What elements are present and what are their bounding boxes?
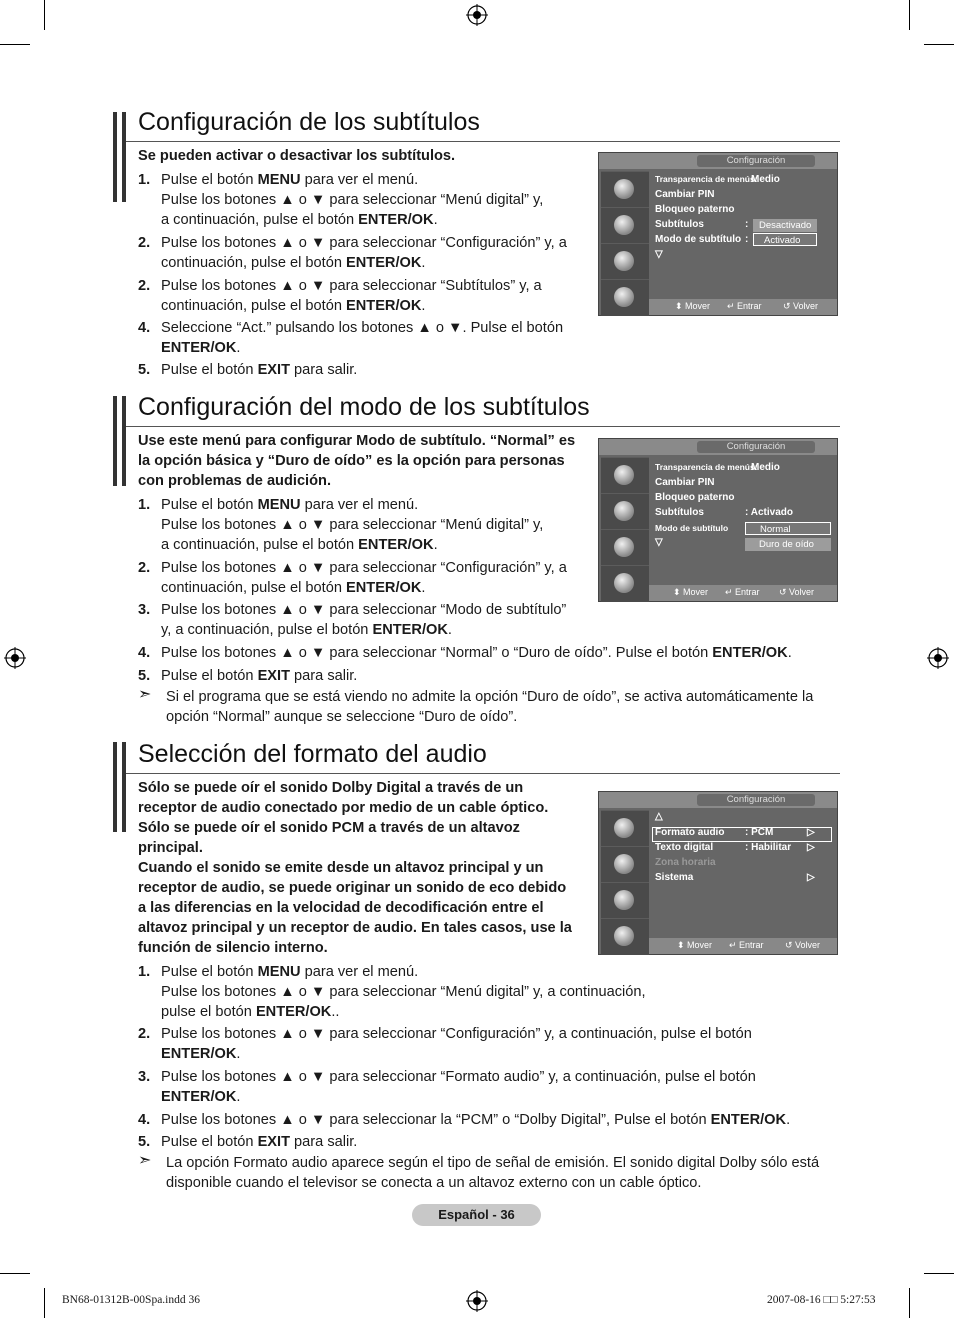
osd-header-title: Configuración	[697, 155, 815, 167]
step-text: Pulse los botones ▲ o ▼ para seleccionar “Subtítulos” y, a continuación, pulse el botón ENTER/OK.	[161, 278, 542, 314]
osd-item-subtitles: Subtítulos	[655, 219, 704, 230]
section-bar	[113, 112, 117, 202]
step-number: 4.	[138, 320, 151, 336]
osd-footer-return: ↺ Volver	[783, 301, 819, 311]
setup-gear-icon	[601, 882, 649, 919]
input-icon	[601, 918, 649, 955]
osd-footer-enter: ↵ Entrar	[725, 587, 760, 597]
step-text: Pulse los botones ▲ o ▼ para seleccionar “Configuración” y, a continuación, pulse el botón ENTER/OK.	[161, 235, 567, 271]
note-arrow-icon: ➣	[138, 686, 152, 703]
osd-item-audio-format: Formato audio	[655, 827, 725, 838]
intro-line: receptor de audio conectado por medio de un cable óptico.	[138, 800, 549, 816]
step-number: 5.	[138, 362, 151, 378]
section-title: Selección del formato del audio	[138, 740, 487, 768]
section-bar	[122, 112, 126, 202]
osd-header	[599, 792, 837, 808]
osd-option-off: Desactivado	[753, 219, 817, 232]
osd-option-hard-of-hearing: Duro de oído	[745, 538, 831, 551]
intro-line: Se pueden activar o desactivar los subtítulos.	[138, 148, 456, 164]
step-text: Pulse los botones ▲ o ▼ para seleccionar “Configuración” y, a continuación, pulse el botón ENTER/OK.	[161, 1026, 752, 1062]
picture-icon	[601, 171, 649, 208]
osd-footer-enter: ↵ Entrar	[727, 301, 762, 311]
osd-footer	[649, 585, 837, 601]
page-number-badge: Español - 36	[412, 1204, 541, 1226]
section-intro	[138, 431, 575, 491]
intro-line: Cuando el sonido se emite desde un altavoz principal y un	[138, 860, 544, 876]
crop-mark	[0, 1273, 30, 1274]
crop-mark	[909, 1288, 910, 1318]
osd-footer	[649, 938, 837, 954]
step-text: Pulse el botón EXIT para salir.	[161, 668, 358, 684]
section-bar	[122, 396, 126, 486]
osd-header-title: Configuración	[697, 441, 815, 453]
step-number: 4.	[138, 1112, 151, 1128]
footer-timestamp: 2007-08-16 □□ 5:27:53	[767, 1294, 876, 1306]
intro-line: a las diferencias en la velocidad de decodificación entre el	[138, 900, 544, 916]
osd-item-subtitles: Subtítulos	[655, 507, 704, 518]
section-title: Configuración de los subtítulos	[138, 108, 480, 136]
osd-menu-subtitles	[598, 152, 838, 316]
osd-header	[599, 153, 837, 169]
intro-line: Sólo se puede oír el sonido Dolby Digital a través de un	[138, 780, 524, 796]
section-bar	[113, 396, 117, 486]
section-intro	[138, 778, 572, 958]
intro-line: Use este menú para configurar Modo de subtítulo. “Normal” es	[138, 433, 576, 449]
osd-footer-enter: ↵ Entrar	[729, 940, 764, 950]
section-bar	[113, 742, 117, 832]
osd-item-parental-lock: Bloqueo paterno	[655, 492, 735, 503]
step-number: 4.	[138, 645, 151, 661]
step-text: Pulse los botones ▲ o ▼ para seleccionar “Configuración” y, a continuación, pulse el botón ENTER/OK.	[161, 560, 567, 596]
osd-item-value: Medio	[751, 174, 780, 185]
osd-item-digital-text-value: : Habilitar	[745, 842, 792, 853]
osd-arrow-right-icon: ▷	[807, 827, 815, 838]
intro-line: receptor de audio, se puede originar un sonido de eco debido	[138, 880, 567, 896]
step-text: Pulse los botones ▲ o ▼ para seleccionar “Modo de subtítulo” y, a continuación, pulse el botón ENTER/OK.	[161, 602, 567, 638]
step-number: 5.	[138, 668, 151, 684]
osd-header-title: Configuración	[697, 794, 815, 806]
step-number: 2.	[138, 235, 151, 251]
step-number: 1.	[138, 964, 151, 980]
step-text: Pulse el botón EXIT para salir.	[161, 362, 358, 378]
step-number: 2.	[138, 560, 151, 576]
osd-item-label: Transparencia de menús:	[655, 174, 758, 184]
step-text: Pulse el botón MENU para ver el menú. Pulse los botones ▲ o ▼ para seleccionar “Menú digital” y, a continuación, pulse el botón ENTER/OK.	[161, 172, 544, 228]
setup-gear-icon	[601, 529, 649, 566]
osd-header	[599, 439, 837, 455]
footer-filename: BN68-01312B-00Spa.indd 36	[62, 1294, 200, 1306]
crop-mark	[909, 0, 910, 30]
osd-menu-subtitle-mode	[598, 438, 838, 602]
osd-option-on: Activado	[753, 233, 817, 246]
osd-scroll-down-icon: ▽	[655, 249, 663, 260]
osd-footer-return: ↺ Volver	[779, 587, 815, 597]
section-bar	[122, 742, 126, 832]
sound-icon	[601, 207, 649, 244]
registration-mark-icon	[927, 647, 949, 669]
osd-item-parental-lock: Bloqueo paterno	[655, 204, 735, 215]
registration-mark-icon	[466, 4, 488, 26]
intro-line: principal.	[138, 840, 203, 856]
note-text: Si el programa que se está viendo no admite la opción “Duro de oído”, se activa automáticamente la opción “Normal” aunque se seleccione “Duro de oído”.	[166, 689, 814, 725]
sound-icon	[601, 846, 649, 883]
step-number: 3.	[138, 1069, 151, 1085]
osd-item-colon: :	[745, 234, 749, 245]
osd-item-colon: :	[745, 219, 749, 230]
setup-gear-icon	[601, 243, 649, 280]
section-rule	[126, 141, 840, 142]
step-text: Pulse los botones ▲ o ▼ para seleccionar la “PCM” o “Dolby Digital”, Pulse el botón ENTER/OK.	[161, 1112, 791, 1128]
note-text: La opción Formato audio aparece según el tipo de señal de emisión. El sonido digital Dolby sólo está disponible cuando el televisor se conecta a un altavoz externo con un cable óptico.	[166, 1155, 820, 1191]
osd-item-time-zone: Zona horaria	[655, 857, 716, 868]
crop-mark	[924, 44, 954, 45]
osd-footer-move: ⬍ Mover	[675, 301, 711, 311]
crop-mark	[44, 1288, 45, 1318]
step-text: Pulse el botón MENU para ver el menú. Pulse los botones ▲ o ▼ para seleccionar “Menú digital” y, a continuación, pulse el botón ENTER/OK..	[161, 964, 646, 1020]
intro-line: función de silencio interno.	[138, 940, 328, 956]
step-text: Pulse el botón MENU para ver el menú. Pulse los botones ▲ o ▼ para seleccionar “Menú digital” y, a continuación, pulse el botón ENTER/OK.	[161, 497, 544, 553]
osd-scroll-down-icon: ▽	[655, 537, 663, 548]
section-rule	[126, 426, 840, 427]
step-number: 2.	[138, 278, 151, 294]
step-number: 2.	[138, 1026, 151, 1042]
step-number: 1.	[138, 172, 151, 188]
intro-line: Sólo se puede oír el sonido PCM a través de un altavoz	[138, 820, 520, 836]
section-title: Configuración del modo de los subtítulos	[138, 393, 590, 421]
intro-line: con problemas de audición.	[138, 473, 331, 489]
picture-icon	[601, 810, 649, 847]
osd-item-change-pin: Cambiar PIN	[655, 477, 715, 488]
osd-item-subtitles-value: : Activado	[745, 507, 793, 518]
osd-item-digital-text: Texto digital	[655, 842, 714, 853]
osd-item-label: Transparencia de menús:	[655, 462, 758, 472]
intro-line: la opción básica y “Duro de oído” es la opción para personas	[138, 453, 565, 469]
osd-item-value: Medio	[751, 462, 780, 473]
osd-item-system: Sistema	[655, 872, 694, 883]
osd-footer	[649, 299, 837, 315]
osd-option-normal: Normal	[745, 522, 831, 535]
osd-arrow-right-icon: ▷	[807, 842, 815, 853]
registration-mark-icon	[466, 1290, 488, 1312]
osd-footer-move: ⬍ Mover	[677, 940, 713, 950]
input-icon	[601, 565, 649, 602]
osd-footer-move: ⬍ Mover	[673, 587, 709, 597]
crop-mark	[924, 1273, 954, 1274]
step-text: Seleccione “Act.” pulsando los botones ▲ o ▼. Pulse el botón ENTER/OK.	[161, 320, 564, 356]
osd-item-subtitle-mode: Modo de subtítulo	[655, 234, 742, 245]
step-text: Pulse el botón EXIT para salir.	[161, 1134, 358, 1150]
step-text: Pulse los botones ▲ o ▼ para seleccionar “Normal” o “Duro de oído”. Pulse el botón ENTER/OK.	[161, 645, 792, 661]
note-arrow-icon: ➣	[138, 1152, 152, 1169]
osd-item-subtitle-mode: Modo de subtítulo	[655, 523, 729, 533]
step-number: 3.	[138, 602, 151, 618]
step-text: Pulse los botones ▲ o ▼ para seleccionar “Formato audio” y, a continuación, pulse el botón ENTER/OK.	[161, 1069, 756, 1105]
osd-scroll-up-icon: △	[655, 811, 663, 822]
intro-line: altavoz principal y un receptor de audio. En tales casos, use la	[138, 920, 572, 936]
registration-mark-icon	[4, 647, 26, 669]
osd-footer-return: ↺ Volver	[785, 940, 821, 950]
step-number: 5.	[138, 1134, 151, 1150]
crop-mark	[44, 0, 45, 30]
section-intro	[138, 146, 455, 166]
crop-mark	[0, 44, 30, 45]
osd-menu-audio-format	[598, 791, 838, 955]
osd-item-change-pin: Cambiar PIN	[655, 189, 715, 200]
sound-icon	[601, 493, 649, 530]
section-rule	[126, 773, 840, 774]
osd-arrow-right-icon: ▷	[807, 872, 815, 883]
step-number: 1.	[138, 497, 151, 513]
osd-item-audio-format-value: : PCM	[745, 827, 774, 838]
picture-icon	[601, 457, 649, 494]
input-icon	[601, 279, 649, 316]
